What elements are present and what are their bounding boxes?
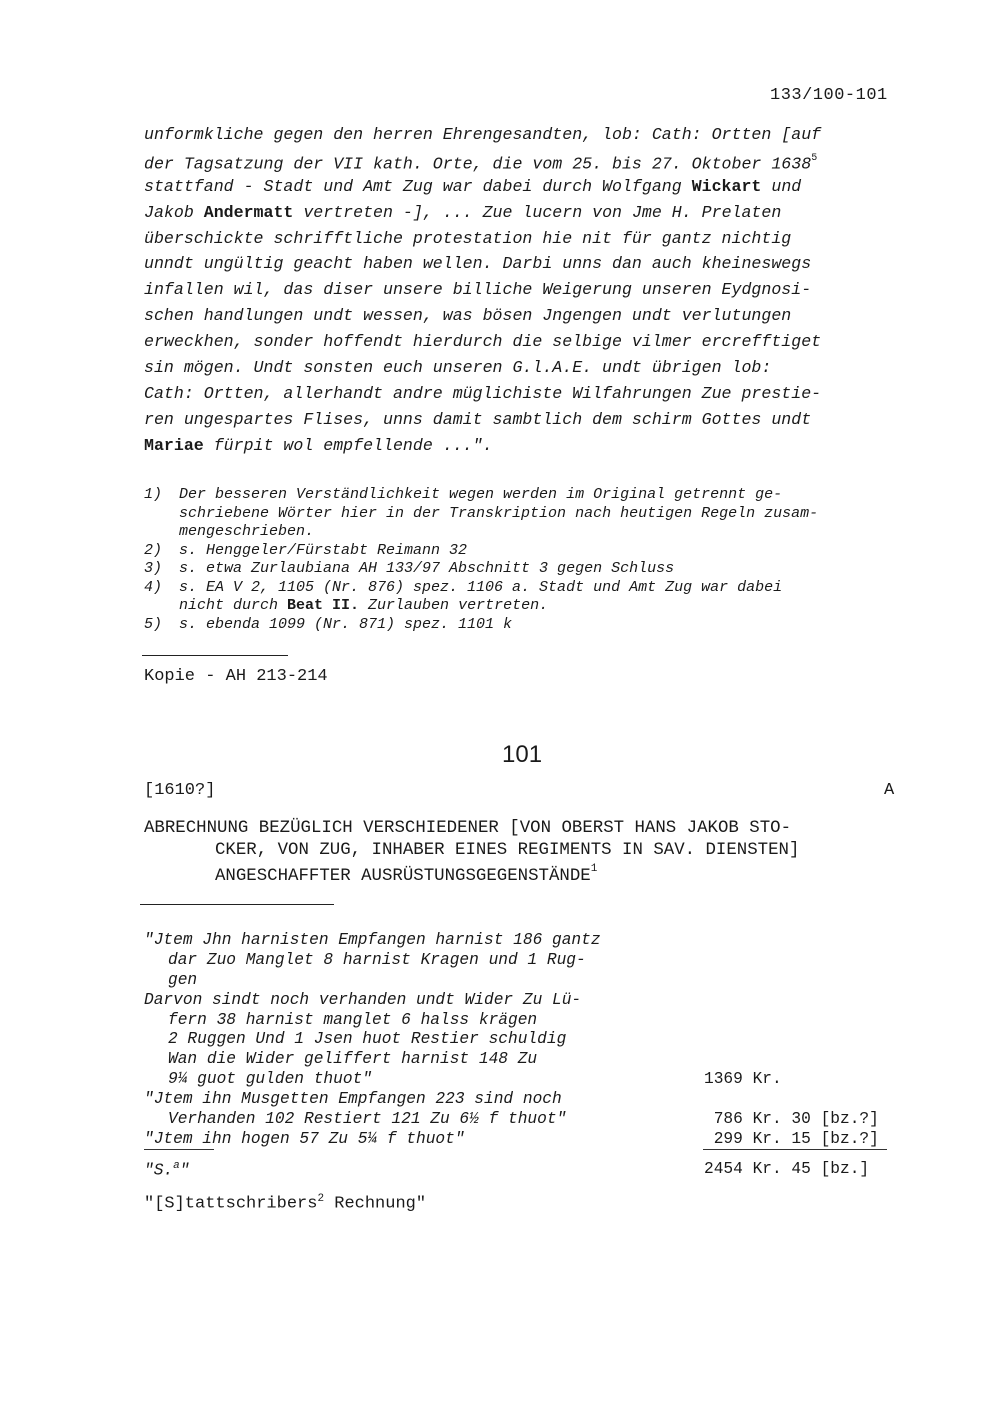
body-line: überschickte schrifftliche protestation hie nit für gantz nichtig bbox=[144, 228, 792, 248]
ledger-amount: 786 Kr. 30 [bz.?] bbox=[704, 1110, 879, 1129]
body-line: Mariae fürpit wol empfellende ...". bbox=[144, 435, 493, 455]
body-text bbox=[144, 122, 914, 459]
footnote-number: 3) bbox=[144, 560, 163, 577]
footnote: 5) s. ebenda 1099 (Nr. 871) spez. 1101 k bbox=[144, 615, 513, 633]
total-amount: 2454 Kr. 45 [bz.] bbox=[704, 1160, 870, 1178]
body-line: sin mögen. Undt sonsten euch unseren G.l.A.E. undt übrigen lob: bbox=[144, 358, 772, 378]
footnote: 2) s. Henggeler/Fürstabt Reimann 32 bbox=[144, 541, 468, 559]
body-line: unndt ungültig geacht haben wellen. Darbi unns dan auch kheineswegs bbox=[144, 254, 812, 274]
footnote: 4) s. EA V 2, 1105 (Nr. 876) spez. 1106 a. Stadt und Amt Zug war dabei nicht durch Beat II. Zurlauben vertreten. bbox=[144, 578, 783, 614]
footnote: 1) Der besseren Verständlichkeit wegen werden im Original getrennt ge- schriebene Wörter hier in der Transkription nach heutigen Regeln zusam- mengeschrieben. bbox=[144, 486, 819, 540]
footnote-marker: 2 bbox=[317, 1193, 325, 1205]
document-number: 101 bbox=[502, 741, 543, 768]
closing-line: "[S]tattschribers$^2$ Rechnung" bbox=[144, 1193, 427, 1214]
footnote-number: 2) bbox=[144, 541, 163, 559]
footnote-marker: 1 bbox=[590, 863, 598, 875]
copy-source: Kopie - AH 213-214 bbox=[144, 667, 328, 686]
ledger-table bbox=[144, 931, 904, 1150]
body-line: Jakob Andermatt vertreten -], ... Zue lucern von Jme H. Prelaten bbox=[144, 202, 782, 222]
person-name: Mariae bbox=[144, 435, 204, 455]
footnote: 3) s. etwa Zurlaubiana AH 133/97 Abschnitt 3 gegen Schluss bbox=[144, 560, 675, 577]
separator-rule bbox=[142, 655, 288, 656]
ledger-entry: "Jtem ihn hogen 57 Zu 5¼ f thuot" 299 Kr. 15 [bz.?] bbox=[144, 1130, 904, 1150]
ledger-amount: 1369 Kr. bbox=[704, 1070, 782, 1089]
body-line: infallen wil, das diser unsere billiche Weigerung unseren Eydgnosi- bbox=[144, 280, 812, 300]
ledger-total: "S.$^a$" 2454 Kr. 45 [bz.] bbox=[144, 1160, 904, 1179]
person-name: Andermatt bbox=[203, 202, 294, 222]
body-line: ren ungespartes Flises, unns damit sambtlich dem schirm Gottes undt bbox=[144, 409, 812, 429]
footnote-marker: 5 bbox=[811, 152, 818, 164]
footnotes bbox=[144, 486, 914, 634]
person-name: Wickart bbox=[691, 176, 762, 196]
ledger-amount: 299 Kr. 15 [bz.?] bbox=[704, 1130, 879, 1148]
underline-rule bbox=[144, 1149, 214, 1150]
body-line: stattfand - Stadt und Amt Zug war dabei durch Wolfgang Wickart und bbox=[144, 176, 802, 196]
sum-rule bbox=[703, 1149, 887, 1150]
body-line: Cath: Ortten, allerhandt andre müglichiste Wilfahrungen Zue prestie- bbox=[144, 383, 822, 403]
body-line: unformkliche gegen den herren Ehrengesandten, lob: Cath: Ortten [auf bbox=[144, 125, 822, 144]
ledger-entry: "Jtem Jhn harnisten Empfangen harnist 186 gantz dar Zuo Manglet 8 harnist Kragen und 1 Rug- gen Darvon sindt noch verhanden undt Wider Zu Lü- fern 38 harnist manglet 6 halss krägen 2 Ruggen Und 1 Jsen huot Restier schuldig Wan die Wider geliffert harnist 148 Zu 9¼ guot gulden thuot" 1369 Kr. bbox=[144, 931, 904, 1090]
ledger-entry: "Jtem ihn Musgetten Empfangen 223 sind noch Verhanden 102 Restiert 121 Zu 6½ f thuot" 786 Kr. 30 [bz.?] bbox=[144, 1090, 904, 1130]
footnote-number: 4) bbox=[144, 578, 163, 596]
body-line: der Tagsatzung der VII kath. Orte, die vom 25. bis 27. Oktober 1638$^5$ bbox=[144, 152, 818, 174]
body-line: schen handlungen undt wessen, was bösen Jngengen undt verlutungen bbox=[144, 306, 792, 326]
body-line: erweckhen, sonder hoffendt hierdurch die selbige vilmer ercrefftiget bbox=[144, 332, 822, 352]
footnote-number: 5) bbox=[144, 615, 163, 633]
page-reference: 133/100-101 bbox=[770, 86, 888, 105]
document-title: ABRECHNUNG BEZÜGLICH VERSCHIEDENER [VON OBERST HANS JAKOB STO- CKER, VON ZUG, INHABER EINES REGIMENTS IN SAV. DIENSTEN] ANGESCHAFFTER AUSRÜSTUNGSGEGENSTÄNDE$^1$ bbox=[144, 819, 800, 886]
document-date: [1610?] bbox=[144, 781, 216, 800]
footnote-number: 1) bbox=[144, 486, 163, 503]
document-letter: A bbox=[884, 781, 895, 800]
separator-rule bbox=[140, 904, 334, 905]
